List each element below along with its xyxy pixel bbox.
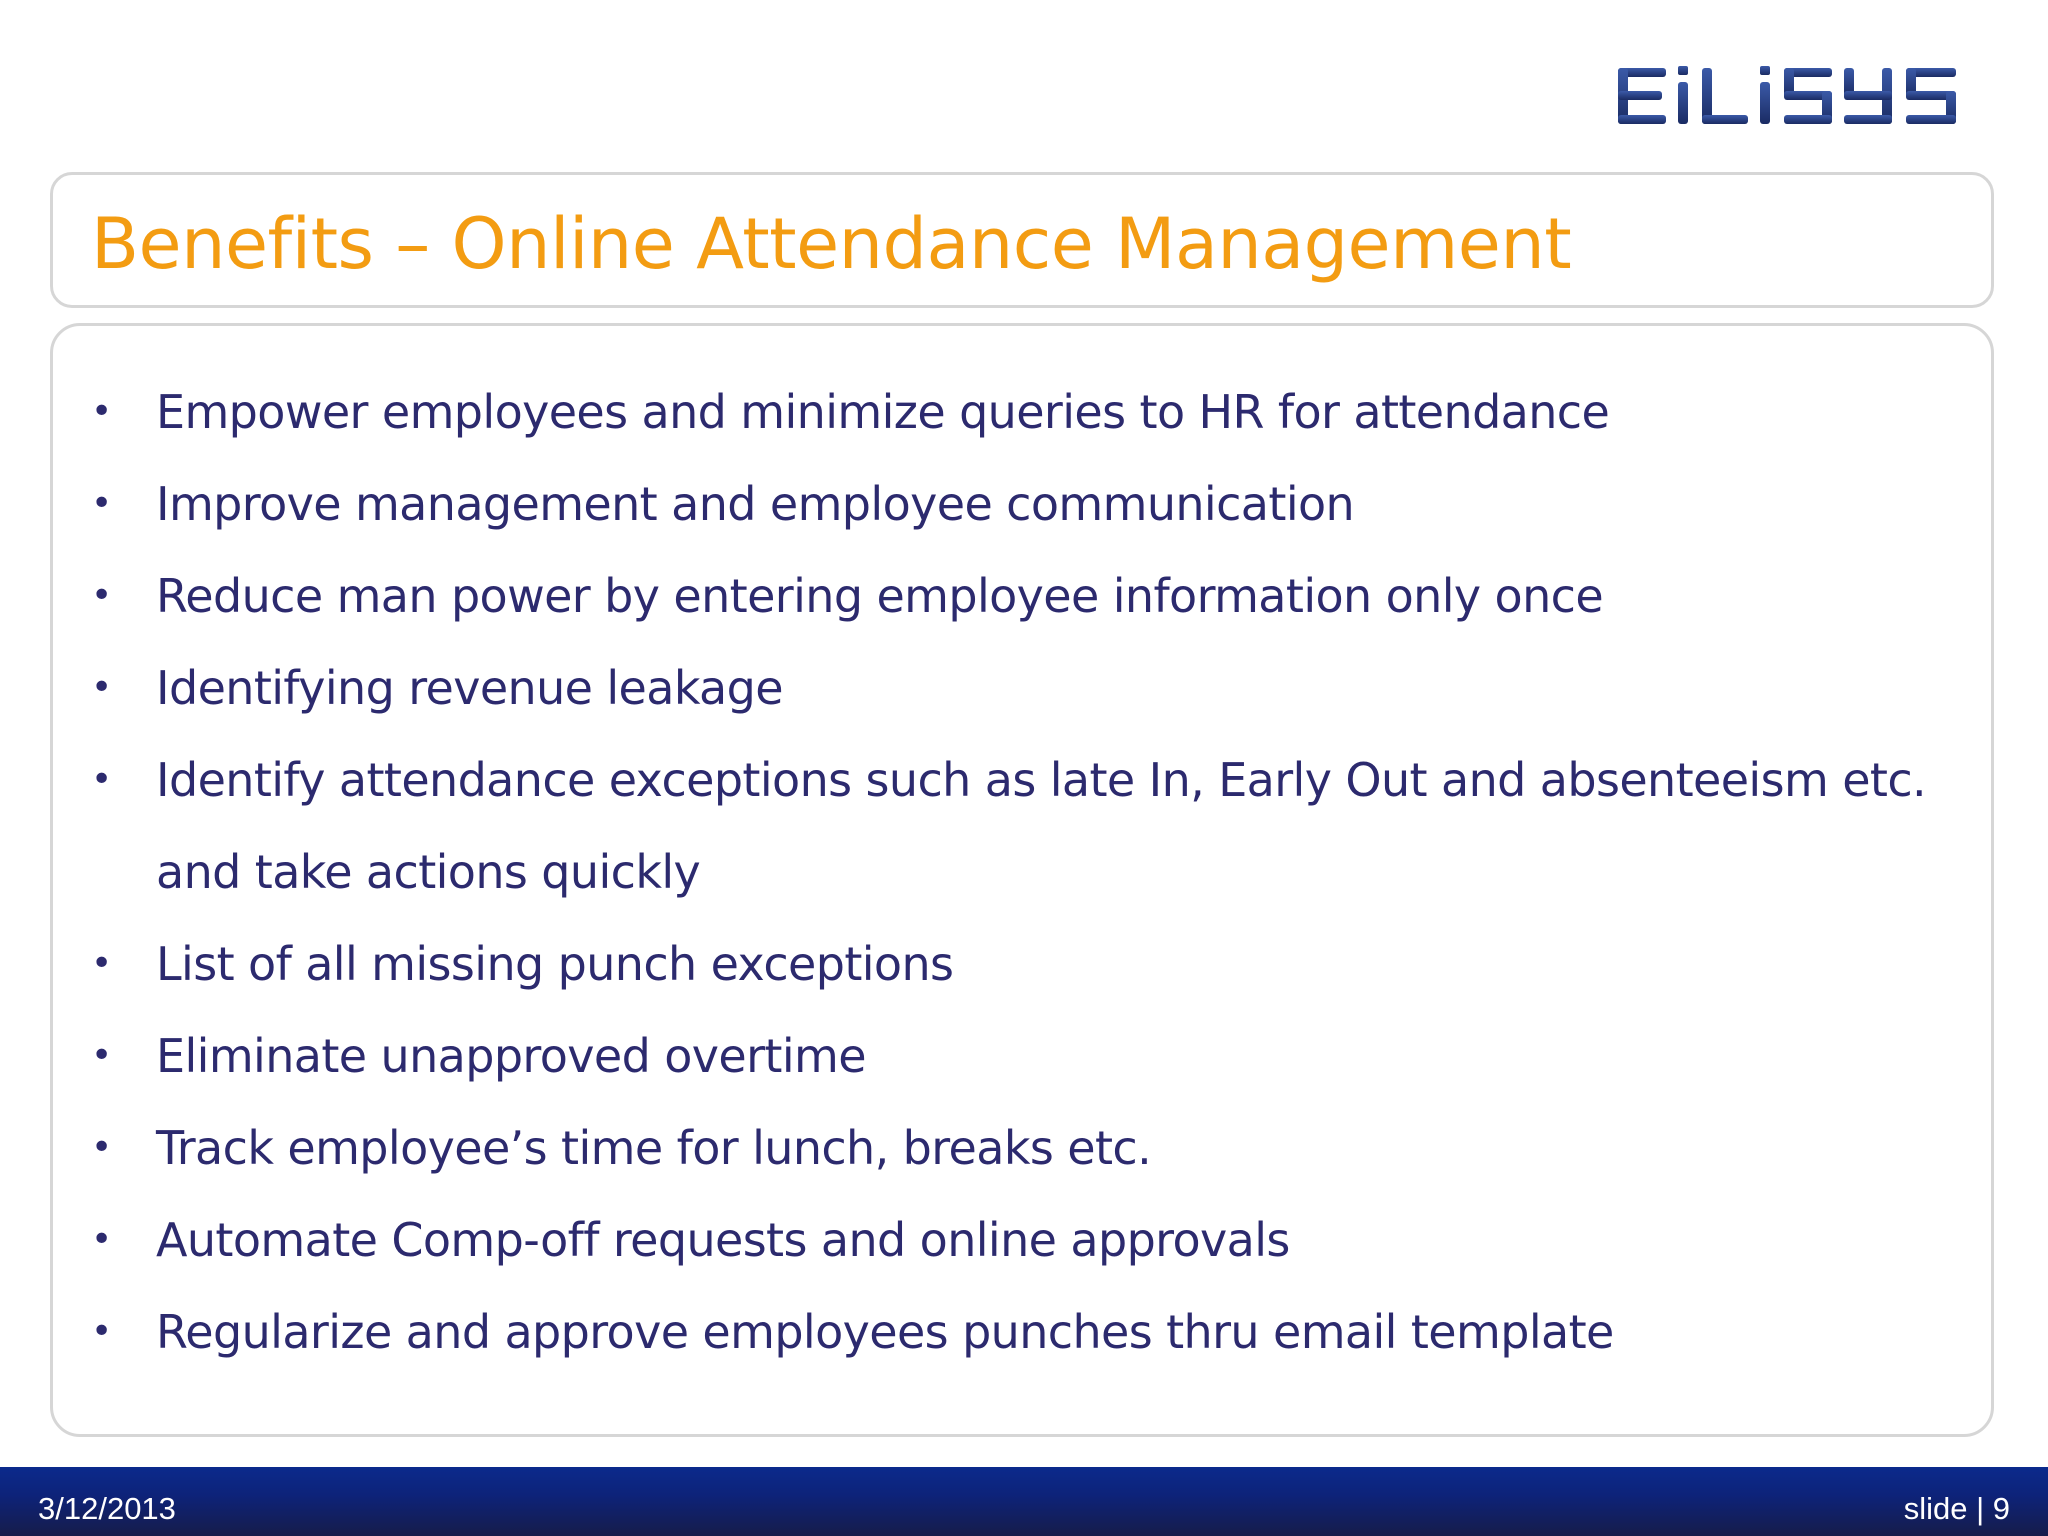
list-item [91,1102,1951,1194]
benefits-list [91,366,1951,1378]
bullet-icon: • [91,1035,112,1076]
list-item [91,734,1951,918]
bullet-icon: • [91,667,112,708]
bullet-icon: • [91,943,112,984]
list-item-text: Regularize and approve employees punches thru email template [156,1305,1614,1359]
list-item-text: List of all missing punch exceptions [156,937,954,991]
slide-number: slide | 9 [1903,1491,2010,1526]
list-item-text: Reduce man power by entering employee information only once [156,569,1604,623]
list-item-text: Identifying revenue leakage [156,661,783,715]
bullet-icon: • [91,575,112,616]
list-item-text: Empower employees and minimize queries to HR for attendance [156,385,1610,439]
bullet-icon: • [91,1127,112,1168]
title-panel [50,172,1994,308]
footer-date: 3/12/2013 [38,1491,176,1526]
eilisys-logo-icon [1618,66,1966,126]
slide-title: Benefits – Online Attendance Management [91,203,1572,285]
bullet-icon: • [91,1311,112,1352]
list-item [91,918,1951,1010]
list-item-text: Identify attendance exceptions such as late In, Early Out and absenteeism etc. and take actions quickly [156,753,1927,899]
list-item [91,642,1951,734]
bullet-icon: • [91,391,112,432]
list-item [91,366,1951,458]
list-item-text: Track employee’s time for lunch, breaks etc. [156,1121,1152,1175]
company-logo [1618,66,1966,126]
footer-bar [0,1467,2048,1536]
list-item [91,1286,1951,1378]
bullet-icon: • [91,759,112,800]
bullet-icon: • [91,1219,112,1260]
list-item [91,458,1951,550]
list-item [91,1194,1951,1286]
list-item-text: Improve management and employee communication [156,477,1355,531]
list-item [91,550,1951,642]
list-item-text: Eliminate unapproved overtime [156,1029,866,1083]
list-item-text: Automate Comp-off requests and online approvals [156,1213,1290,1267]
content-panel [50,323,1994,1437]
list-item [91,1010,1951,1102]
bullet-icon: • [91,483,112,524]
